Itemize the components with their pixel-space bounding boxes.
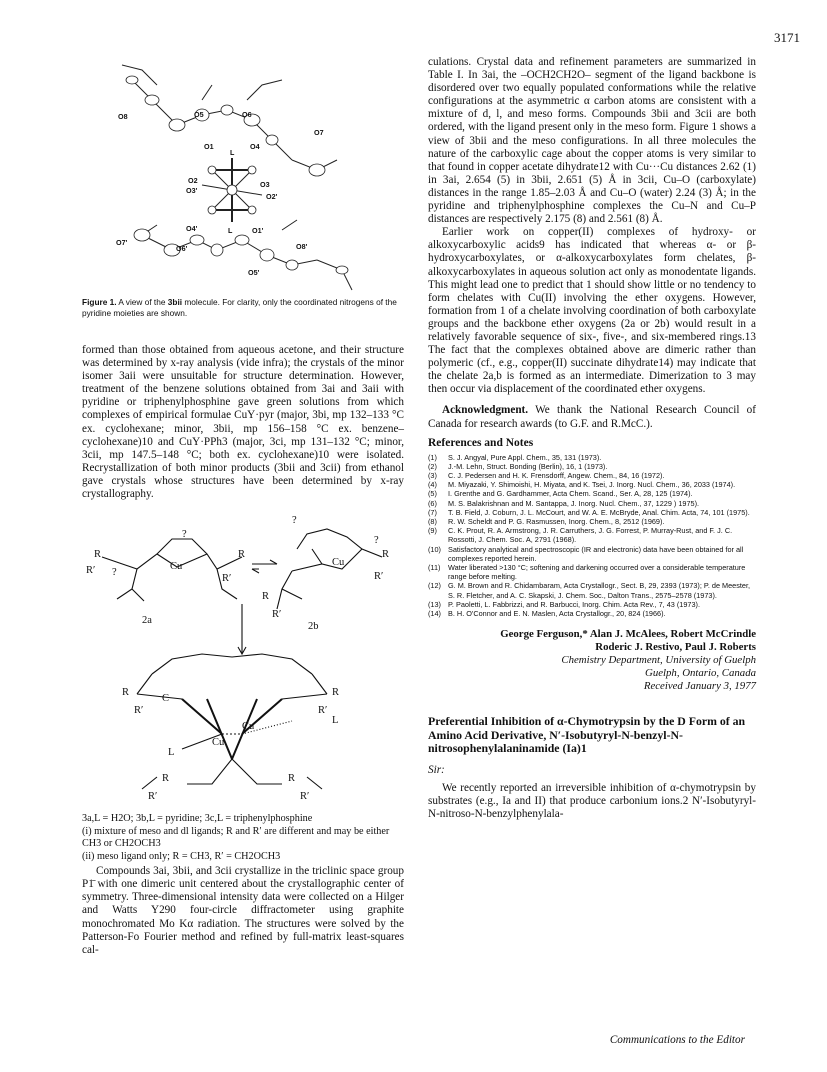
scheme-label: R′ [374,571,384,583]
references-list [428,453,756,619]
left-column [82,40,404,957]
reference-item: (11) Water liberated >130 °C; softening and darkening occurred over a considerable temperature range before melting. [428,563,746,582]
reference-item: (12) G. M. Brown and R. Chidambaram, Acta Crystallogr., Sect. B, 29, 2393 (1973); P. de Meester, S. R. Fletcher, and A. C. Skapski, J. Chem. Soc., Dalton Trans., 2575–2578 (1973). [428,581,751,600]
scheme-label: R′ [86,565,96,577]
scheme-label: ? [112,567,117,579]
scheme-label: R′ [134,705,144,717]
reference-item: (14) B. H. O'Connor and E. N. Maslen, Acta Crystallogr., 20, 824 (1966). [428,609,666,619]
reference-item: (13) P. Paoletti, L. Fabbrizzi, and R. Barbucci, Inorg. Chim. Acta Rev., 7, 43 (1973). [428,599,700,609]
scheme-label: Cu [332,557,345,569]
atom-label: O5 [194,110,204,119]
body-paragraph: Compounds 3ai, 3bii, and 3cii crystallize in the triclinic space group P1̄ with one dimeric unit centered about the crystallographic center of symmetry. Three-dimensional intensity data were collected on a Hilger and Watts Y290 four-circle diffractometer using graphite monochromated Mo Kα radiation. The structures were solved by the Patterson-Fo Fourier method and refined by full-matrix least-squares cal- [82,865,404,956]
scheme-label: R [262,591,270,603]
references-heading: References and Notes [428,436,534,449]
body-paragraph: formed than those obtained from aqueous acetone, and their structure was determined by x-ray analysis (vide infra); the crystals of the minor isomer 3aii were unsuitable for structure determination. However, treatment of the benzene solutions obtained from 3ai and 3aii with pyridine or triphenylphosphine gave green solutions from which complexes of empirical formulae CuY·pyr (major, 3bi, mp 132–133 °C ex. cyclohexane; minor, 3bii, mp 156–158 °C ex. benzene–cyclohexane)10 and CuY·PPh3 (major, 3ci, mp 131–132 °C; minor, 3cii, mp 147.5–148 °C; both ex. cyclohexane)10 were isolated. Recrystallization of both minor products (3bii and 3cii) from ethanol gave crystals whose structures have been determined by x-ray crystallography. [82,344,404,501]
scheme-label: Cu [242,721,255,733]
atom-label: O6' [176,244,188,253]
atom-label: L [230,148,235,157]
next-article-title: Preferential Inhibition of α-Chymotrypsin by the D Form of an Amino Acid Derivative, N′-Isobutyryl-N-benzyl-N-nitrosophenylalaninamide (Ia)1 [428,714,746,756]
atom-label: O1 [204,142,214,151]
reference-item: (8) R. W. Scheldt and P. G. Rasmussen, Inorg. Chem., 8, 2512 (1969). [428,517,665,527]
scheme-label: R [288,773,296,785]
reference-item: (3) C. J. Pedersen and H. K. Frensdorff, Angew. Chem., 84, 16 (1972). [428,471,665,481]
scheme-label: R′ [272,609,282,621]
scheme-label: R [122,687,130,699]
scheme-label: Cu [212,737,225,749]
atom-label: O4' [186,224,198,233]
running-footer: Communications to the Editor [609,1034,745,1046]
label-2b: 2b [308,621,319,633]
atom-label: O4 [250,142,260,151]
label-2a: 2a [142,615,152,627]
atom-label: O1' [252,226,264,235]
page-number: 3171 [774,30,800,45]
scheme-label: L [168,747,175,759]
reference-item: (9) C. K. Prout, R. A. Armstrong, J. R. Carruthers, J. G. Forrest, P. Murray-Rust, and F. J. C. Rossotti, J. Chem. Soc. A, 2791 (1968). [428,526,733,545]
reference-item: (7) T. B. Field, J. Coburn, J. L. McCourt, and W. A. E. McBryde, Anal. Chim. Acta, 74, 101 (1975). [428,507,750,517]
scheme-label: ? [374,535,379,547]
scheme-label: ? [182,529,187,541]
atom-label: O5' [248,268,260,277]
atom-label: O6 [242,110,252,119]
atom-label: O3' [186,186,198,195]
scheme-label: R [332,687,340,699]
reference-item: (4) M. Miyazaki, Y. Shimoishi, H. Miyata, and K. Tsei, J. Inorg. Nucl. Chem., 36, 2033 (1974). [428,480,736,490]
reference-item: (1) S. J. Angyal, Pure Appl. Chem., 35, 131 (1973). [428,452,602,462]
scheme-label: R [94,549,102,561]
scheme-label: ? [292,515,297,527]
author-block: George Ferguson,* Alan J. McAlees, Robert McCrindle Roderic J. Restivo, Paul J. Roberts Chemistry Department, University of Guelph Guelph, Ontario, Canada Received January 3, 1977 [500,628,756,693]
scheme-legend: 3a,L = H2O; 3b,L = pyridine; 3c,L = triphenylphosphine (i) mixture of meso and dl ligands; R and R′ are different and may be either CH3 or CH2OCH3 (ii) meso ligand only; R = CH3, R′ = CH2OCH3 [82,813,390,862]
reference-item: (2) J.-M. Lehn, Struct. Bonding (Berlin), 16, 1 (1973). [428,461,608,471]
body-paragraph: culations. Crystal data and refinement parameters are summarized in Table I. In 3ai, the –OCH2CH2O– segment of the ligand backbone is disordered over two equally populated conformations while the relative configurations at the asymmetric α carbon atoms are consistent with a mixture of d, l, and meso forms. Compounds 3bii and 3cii are both ordered, with the ligand present only in the meso form. Figure 1 shows a view of 3bii and the meso configurations. In all three molecules the nature of the carboxylic cage about the copper atoms is very similar to that found in copper acetate dihydrate12 with Cu···Cu distances 2.62 (1) in 3ai, 2.654 (5) in 3bii, 2.651 (5) Å in 3cii, Cu–O (carboxylate) distances in the range 1.85–2.03 Å and Cu–O (water) 2.24 (3) Å; in the pyridine and triphenylphosphine complexes the Cu–N and Cu–P distances are respectively 2.175 (8) and 2.561 (8) Å. [428,56,756,226]
atom-label: L [228,226,233,235]
scheme-label: R′ [318,705,328,717]
ortep-drawing [82,40,404,295]
scheme-label: R [162,773,170,785]
right-column [428,56,756,821]
scheme-label: R [238,549,246,561]
atom-label: O2' [266,192,278,201]
atom-label: O7 [314,128,324,137]
scheme-label: C [162,693,170,705]
atom-label: O8' [296,242,308,251]
figure-1 [82,40,404,295]
atom-label: O7' [116,238,128,247]
atom-label: O2 [188,176,198,185]
figure-1-caption: Figure 1. A view of the 3bii molecule. For clarity, only the coordinated nitrogens of the pyridine moieties are shown. [82,297,397,318]
scheme-label: R′ [300,791,310,803]
scheme-label: R [382,549,390,561]
scheme-label: R′ [148,791,158,803]
reference-item: (5) I. Grenthe and G. Gardhammer, Acta Chem. Scand., Ser. A, 28, 125 (1974). [428,489,693,499]
reaction-scheme [82,509,404,809]
body-paragraph: We recently reported an irreversible inhibition of α-chymotrypsin by substrates (e.g., Ia and II) that produce carbonium ions.2 N′-Isobutyryl-N-nitroso-N-benzylphenylala- [428,781,756,820]
atom-label: O3 [260,180,270,189]
scheme-label: L [332,715,339,727]
reference-item: (10) Satisfactory analytical and spectroscopic (IR and electronic) data have been obtained for all complexes reported herein. [428,544,744,563]
scheme-label: R′ [222,573,232,585]
body-paragraph: Earlier work on copper(II) complexes of hydroxy- or alkoxycarboxylic acids9 has indicated that whereas α- or β-hydroxycarboxylates, or α-alkoxycarboxylates form chelates, β-alkoxycarboxylates in aqueous solution act only as monodentate ligands. This might lead one to predict that 1 should show little or no tendency to form chelates with Cu(II) involving the ether oxygens. However, formation from 1 of a chelate involving coordination of both carboxylate groups and the backbone ether oxygens (2a or 2b) would result in a relatively favorable sequence of six-, five-, and six-membered rings.13 The fact that the complexes obtained above are dimeric rather than polymeric (cf., e.g., copper(II) succinate dihydrate14) may indicate that the chelate 2a,b is formed as an intermediate. Dimerization to 3 may then occur via displacement of the coordinated ether oxygens. [428,226,756,396]
scheme-label: Cu [170,561,183,573]
reference-item: (6) M. S. Balakrishnan and M. Santappa, J. Inorg. Nucl. Chem., 37, 1229 ) 1975). [428,498,700,508]
atom-label: O8 [118,112,128,121]
acknowledgment: Acknowledgment. We thank the National Research Council of Canada for research awards (to G.F. and R.McC.). [428,404,756,430]
salutation: Sir: [428,763,445,776]
